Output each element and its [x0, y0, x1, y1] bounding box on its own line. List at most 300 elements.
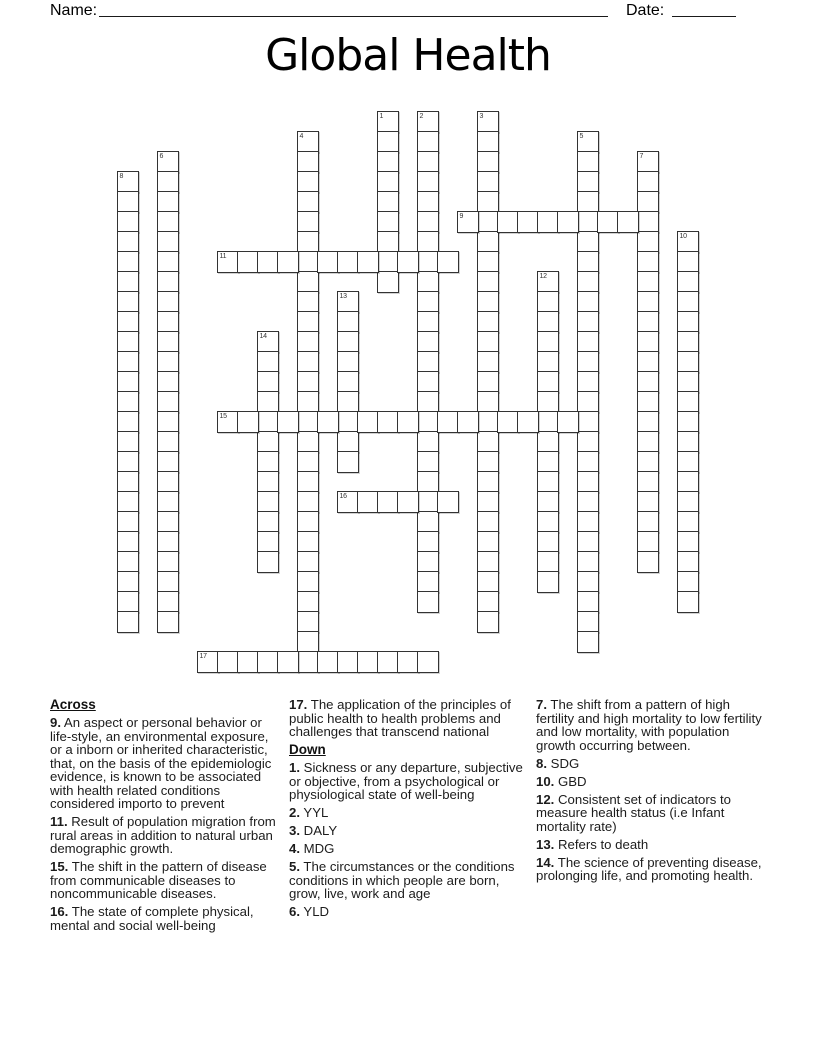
- grid-cell[interactable]: [477, 551, 499, 573]
- grid-cell[interactable]: [677, 431, 699, 453]
- grid-cell[interactable]: [477, 191, 499, 213]
- grid-cell[interactable]: [157, 431, 179, 453]
- grid-cell[interactable]: [377, 271, 399, 293]
- grid-cell[interactable]: [237, 411, 259, 433]
- grid-cell[interactable]: [677, 251, 699, 273]
- grid-cell[interactable]: [297, 411, 319, 433]
- grid-cell[interactable]: [577, 211, 599, 233]
- grid-cell[interactable]: [297, 611, 319, 633]
- grid-cell[interactable]: [477, 391, 499, 413]
- grid-cell[interactable]: [357, 411, 379, 433]
- grid-cell[interactable]: [417, 451, 439, 473]
- grid-cell[interactable]: [297, 271, 319, 293]
- grid-cell[interactable]: [477, 571, 499, 593]
- grid-cell[interactable]: [157, 331, 179, 353]
- grid-cell[interactable]: [117, 251, 139, 273]
- grid-cell[interactable]: [637, 311, 659, 333]
- grid-cell[interactable]: [117, 371, 139, 393]
- grid-cell[interactable]: [297, 451, 319, 473]
- grid-cell[interactable]: [577, 611, 599, 633]
- grid-cell[interactable]: [577, 571, 599, 593]
- date-label: Date:: [626, 2, 665, 19]
- grid-cell[interactable]: [637, 491, 659, 513]
- grid-cell[interactable]: [677, 371, 699, 393]
- grid-cell[interactable]: [577, 191, 599, 213]
- grid-cell[interactable]: [477, 251, 499, 273]
- grid-cell[interactable]: [157, 551, 179, 573]
- grid-cell[interactable]: [357, 491, 379, 513]
- grid-cell[interactable]: [157, 231, 179, 253]
- grid-cell[interactable]: [577, 291, 599, 313]
- grid-cell[interactable]: [577, 251, 599, 273]
- grid-cell[interactable]: [677, 471, 699, 493]
- grid-cell[interactable]: [477, 271, 499, 293]
- grid-cell[interactable]: [157, 191, 179, 213]
- clue-number-label: 13: [339, 292, 347, 300]
- grid-cell[interactable]: [637, 291, 659, 313]
- grid-cell[interactable]: [437, 411, 459, 433]
- grid-cell[interactable]: [417, 511, 439, 533]
- grid-cell[interactable]: [537, 431, 559, 453]
- grid-cell[interactable]: [377, 411, 399, 433]
- grid-cell[interactable]: [417, 591, 439, 613]
- grid-cell[interactable]: [577, 511, 599, 533]
- grid-cell[interactable]: [357, 651, 379, 673]
- grid-cell[interactable]: [157, 591, 179, 613]
- clue-number-label: 9: [459, 212, 464, 220]
- grid-cell[interactable]: [117, 191, 139, 213]
- grid-cell[interactable]: [297, 571, 319, 593]
- grid-cell[interactable]: [477, 411, 499, 433]
- grid-cell[interactable]: [637, 391, 659, 413]
- grid-cell[interactable]: [477, 491, 499, 513]
- grid-cell[interactable]: [117, 591, 139, 613]
- grid-cell[interactable]: [117, 491, 139, 513]
- grid-cell[interactable]: [437, 491, 459, 513]
- grid-cell[interactable]: [297, 351, 319, 373]
- grid-cell[interactable]: [117, 531, 139, 553]
- clue-number-label: 10: [679, 232, 687, 240]
- grid-cell[interactable]: [297, 431, 319, 453]
- grid-cell[interactable]: [637, 371, 659, 393]
- grid-cell[interactable]: [477, 231, 499, 253]
- grid-cell[interactable]: [537, 351, 559, 373]
- clue-number: 8.: [536, 755, 547, 771]
- grid-cell[interactable]: [257, 371, 279, 393]
- grid-cell[interactable]: [117, 391, 139, 413]
- grid-cell[interactable]: [297, 511, 319, 533]
- grid-cell[interactable]: [477, 131, 499, 153]
- grid-cell[interactable]: [257, 511, 279, 533]
- grid-cell[interactable]: [117, 311, 139, 333]
- grid-cell[interactable]: [337, 391, 359, 413]
- grid-cell[interactable]: [417, 531, 439, 553]
- grid-cell[interactable]: [417, 371, 439, 393]
- grid-cell[interactable]: [157, 611, 179, 633]
- grid-cell[interactable]: [257, 351, 279, 373]
- grid-cell[interactable]: [157, 511, 179, 533]
- grid-cell[interactable]: [377, 651, 399, 673]
- grid-cell[interactable]: [637, 451, 659, 473]
- grid-cell[interactable]: [577, 151, 599, 173]
- clue-12: 12. Consistent set of indicators to measure health status (i.e Infant mortality rate): [536, 791, 731, 834]
- grid-cell[interactable]: [297, 631, 319, 653]
- grid-cell[interactable]: [417, 151, 439, 173]
- grid-cell[interactable]: [337, 451, 359, 473]
- grid-cell[interactable]: [117, 471, 139, 493]
- grid-cell[interactable]: [537, 331, 559, 353]
- grid-cell[interactable]: [537, 451, 559, 473]
- grid-cell[interactable]: [637, 431, 659, 453]
- grid-cell[interactable]: [157, 211, 179, 233]
- grid-cell[interactable]: [577, 271, 599, 293]
- grid-cell[interactable]: [297, 291, 319, 313]
- grid-cell[interactable]: [477, 311, 499, 333]
- grid-cell[interactable]: [637, 251, 659, 273]
- grid-cell[interactable]: [197, 651, 219, 673]
- grid-cell[interactable]: [637, 351, 659, 373]
- grid-cell[interactable]: [537, 491, 559, 513]
- grid-cell[interactable]: [577, 631, 599, 653]
- grid-cell[interactable]: [637, 171, 659, 193]
- grid-cell[interactable]: [377, 231, 399, 253]
- grid-cell[interactable]: [237, 251, 259, 273]
- grid-cell[interactable]: [257, 471, 279, 493]
- grid-cell[interactable]: [257, 391, 279, 413]
- grid-cell[interactable]: [257, 331, 279, 353]
- grid-cell[interactable]: [297, 251, 319, 273]
- grid-cell[interactable]: [297, 331, 319, 353]
- grid-cell[interactable]: [577, 551, 599, 573]
- grid-cell[interactable]: [317, 411, 339, 433]
- grid-cell[interactable]: [637, 411, 659, 433]
- grid-cell[interactable]: [417, 551, 439, 573]
- grid-cell[interactable]: [217, 411, 239, 433]
- grid-cell[interactable]: [157, 451, 179, 473]
- grid-cell[interactable]: [417, 111, 439, 133]
- grid-cell[interactable]: [417, 491, 439, 513]
- grid-cell[interactable]: [257, 411, 279, 433]
- grid-cell[interactable]: [377, 211, 399, 233]
- grid-cell[interactable]: [157, 571, 179, 593]
- grid-cell[interactable]: [297, 151, 319, 173]
- grid-cell[interactable]: [477, 171, 499, 193]
- grid-cell[interactable]: [677, 411, 699, 433]
- grid-cell[interactable]: [517, 411, 539, 433]
- grid-cell[interactable]: [477, 351, 499, 373]
- grid-cell[interactable]: [537, 371, 559, 393]
- grid-cell[interactable]: [257, 251, 279, 273]
- grid-cell[interactable]: [637, 231, 659, 253]
- grid-cell[interactable]: [257, 531, 279, 553]
- grid-cell[interactable]: [417, 571, 439, 593]
- grid-cell[interactable]: [417, 331, 439, 353]
- grid-cell[interactable]: [397, 251, 419, 273]
- grid-cell[interactable]: [277, 411, 299, 433]
- grid-cell[interactable]: [297, 591, 319, 613]
- grid-cell[interactable]: [637, 331, 659, 353]
- grid-cell[interactable]: [477, 471, 499, 493]
- grid-cell[interactable]: [537, 471, 559, 493]
- grid-cell[interactable]: [677, 451, 699, 473]
- grid-cell[interactable]: [157, 491, 179, 513]
- grid-cell[interactable]: [297, 231, 319, 253]
- grid-cell[interactable]: [257, 551, 279, 573]
- grid-cell[interactable]: [397, 651, 419, 673]
- grid-cell[interactable]: [297, 311, 319, 333]
- grid-cell[interactable]: [417, 171, 439, 193]
- grid-cell[interactable]: [357, 251, 379, 273]
- grid-cell[interactable]: [157, 151, 179, 173]
- grid-cell[interactable]: [377, 191, 399, 213]
- grid-cell[interactable]: [297, 491, 319, 513]
- grid-cell[interactable]: [117, 271, 139, 293]
- grid-cell[interactable]: [597, 211, 619, 233]
- grid-cell[interactable]: [317, 251, 339, 273]
- grid-cell[interactable]: [677, 291, 699, 313]
- grid-cell[interactable]: [337, 411, 359, 433]
- grid-cell[interactable]: [417, 311, 439, 333]
- grid-cell[interactable]: [417, 191, 439, 213]
- grid-cell[interactable]: [297, 191, 319, 213]
- clue-number-label: 2: [419, 112, 424, 120]
- grid-cell[interactable]: [157, 531, 179, 553]
- grid-cell[interactable]: [397, 411, 419, 433]
- grid-cell[interactable]: [277, 651, 299, 673]
- grid-cell[interactable]: [117, 211, 139, 233]
- grid-cell[interactable]: [217, 251, 239, 273]
- grid-cell[interactable]: [497, 211, 519, 233]
- grid-cell[interactable]: [437, 251, 459, 273]
- grid-cell[interactable]: [537, 411, 559, 433]
- grid-cell[interactable]: [117, 411, 139, 433]
- clue-number: 12.: [536, 791, 555, 807]
- grid-cell[interactable]: [337, 291, 359, 313]
- grid-cell[interactable]: [157, 311, 179, 333]
- grid-cell[interactable]: [257, 451, 279, 473]
- grid-cell[interactable]: [297, 531, 319, 553]
- grid-cell[interactable]: [217, 651, 239, 673]
- grid-cell[interactable]: [117, 431, 139, 453]
- grid-cell[interactable]: [117, 611, 139, 633]
- grid-cell[interactable]: [297, 471, 319, 493]
- grid-cell[interactable]: [577, 491, 599, 513]
- grid-cell[interactable]: [377, 251, 399, 273]
- grid-cell[interactable]: [477, 611, 499, 633]
- grid-cell[interactable]: [537, 571, 559, 593]
- grid-cell[interactable]: [297, 551, 319, 573]
- grid-cell[interactable]: [337, 491, 359, 513]
- grid-cell[interactable]: [377, 111, 399, 133]
- clue-number-label: 6: [159, 152, 164, 160]
- grid-cell[interactable]: [377, 131, 399, 153]
- grid-cell[interactable]: [477, 211, 499, 233]
- grid-cell[interactable]: [417, 231, 439, 253]
- grid-cell[interactable]: [477, 371, 499, 393]
- grid-cell[interactable]: [637, 271, 659, 293]
- grid-cell[interactable]: [417, 471, 439, 493]
- grid-cell[interactable]: [337, 351, 359, 373]
- grid-cell[interactable]: [637, 531, 659, 553]
- grid-cell[interactable]: [577, 331, 599, 353]
- grid-cell[interactable]: [577, 371, 599, 393]
- grid-cell[interactable]: [337, 251, 359, 273]
- grid-cell[interactable]: [537, 551, 559, 573]
- grid-cell[interactable]: [417, 291, 439, 313]
- grid-cell[interactable]: [577, 131, 599, 153]
- grid-cell[interactable]: [397, 491, 419, 513]
- grid-cell[interactable]: [157, 251, 179, 273]
- grid-cell[interactable]: [257, 651, 279, 673]
- clue-number-label: 14: [259, 332, 267, 340]
- grid-cell[interactable]: [537, 271, 559, 293]
- grid-cell[interactable]: [537, 291, 559, 313]
- grid-cell[interactable]: [677, 391, 699, 413]
- grid-cell[interactable]: [297, 131, 319, 153]
- grid-cell[interactable]: [117, 571, 139, 593]
- clue-number: 11.: [50, 814, 68, 829]
- grid-cell[interactable]: [537, 211, 559, 233]
- grid-cell[interactable]: [297, 651, 319, 673]
- grid-cell[interactable]: [157, 391, 179, 413]
- grid-cell[interactable]: [377, 151, 399, 173]
- grid-cell[interactable]: [677, 571, 699, 593]
- grid-cell[interactable]: [537, 511, 559, 533]
- grid-cell[interactable]: [637, 471, 659, 493]
- grid-cell[interactable]: [477, 451, 499, 473]
- grid-cell[interactable]: [677, 271, 699, 293]
- grid-cell[interactable]: [577, 351, 599, 373]
- grid-cell[interactable]: [677, 351, 699, 373]
- grid-cell[interactable]: [317, 651, 339, 673]
- grid-cell[interactable]: [537, 311, 559, 333]
- grid-cell[interactable]: [297, 371, 319, 393]
- clue-11: 11. Result of population migration from rural areas in addition to natural urban demographic growth.: [50, 814, 276, 856]
- grid-cell[interactable]: [157, 411, 179, 433]
- grid-cell[interactable]: [637, 511, 659, 533]
- grid-cell[interactable]: [297, 391, 319, 413]
- clue-number-label: 17: [199, 652, 207, 660]
- grid-cell[interactable]: [377, 171, 399, 193]
- grid-cell[interactable]: [497, 411, 519, 433]
- grid-cell[interactable]: [677, 231, 699, 253]
- grid-cell[interactable]: [637, 151, 659, 173]
- across-clues-header: Across: [50, 697, 96, 712]
- clue-number: 4.: [289, 841, 300, 856]
- grid-cell[interactable]: [417, 351, 439, 373]
- grid-cell[interactable]: [337, 371, 359, 393]
- grid-cell[interactable]: [417, 391, 439, 413]
- grid-cell[interactable]: [117, 511, 139, 533]
- grid-cell[interactable]: [157, 371, 179, 393]
- grid-cell[interactable]: [157, 471, 179, 493]
- grid-cell[interactable]: [457, 211, 479, 233]
- grid-cell[interactable]: [577, 451, 599, 473]
- grid-cell[interactable]: [417, 431, 439, 453]
- grid-cell[interactable]: [417, 211, 439, 233]
- grid-cell[interactable]: [417, 411, 439, 433]
- grid-cell[interactable]: [117, 351, 139, 373]
- grid-cell[interactable]: [477, 331, 499, 353]
- grid-cell[interactable]: [457, 411, 479, 433]
- grid-cell[interactable]: [157, 351, 179, 373]
- grid-cell[interactable]: [417, 651, 439, 673]
- grid-cell[interactable]: [157, 271, 179, 293]
- grid-cell[interactable]: [537, 391, 559, 413]
- grid-cell[interactable]: [417, 271, 439, 293]
- grid-cell[interactable]: [677, 511, 699, 533]
- grid-cell[interactable]: [677, 551, 699, 573]
- grid-cell[interactable]: [577, 391, 599, 413]
- grid-cell[interactable]: [257, 431, 279, 453]
- clue-number-label: 3: [479, 112, 484, 120]
- grid-cell[interactable]: [237, 651, 259, 673]
- grid-cell[interactable]: [577, 591, 599, 613]
- grid-cell[interactable]: [517, 211, 539, 233]
- grid-cell[interactable]: [677, 331, 699, 353]
- grid-cell[interactable]: [477, 431, 499, 453]
- grid-cell[interactable]: [297, 211, 319, 233]
- grid-cell[interactable]: [477, 511, 499, 533]
- grid-cell[interactable]: [257, 491, 279, 513]
- grid-cell[interactable]: [677, 311, 699, 333]
- grid-cell[interactable]: [577, 411, 599, 433]
- clue-17: 17. The application of the principles of public health to health problems and challenges that transcend national: [289, 697, 511, 739]
- grid-cell[interactable]: [637, 211, 659, 233]
- grid-cell[interactable]: [117, 231, 139, 253]
- grid-cell[interactable]: [577, 531, 599, 553]
- grid-cell[interactable]: [577, 171, 599, 193]
- grid-cell[interactable]: [337, 651, 359, 673]
- grid-cell[interactable]: [297, 171, 319, 193]
- grid-cell[interactable]: [637, 551, 659, 573]
- grid-cell[interactable]: [117, 171, 139, 193]
- grid-cell[interactable]: [477, 531, 499, 553]
- grid-cell[interactable]: [557, 411, 579, 433]
- grid-cell[interactable]: [637, 191, 659, 213]
- grid-cell[interactable]: [617, 211, 639, 233]
- grid-cell[interactable]: [677, 531, 699, 553]
- name-label: Name:: [50, 2, 98, 19]
- grid-cell[interactable]: [477, 111, 499, 133]
- grid-cell[interactable]: [117, 451, 139, 473]
- grid-cell[interactable]: [677, 591, 699, 613]
- grid-cell[interactable]: [117, 551, 139, 573]
- grid-cell[interactable]: [417, 131, 439, 153]
- grid-cell[interactable]: [337, 331, 359, 353]
- grid-cell[interactable]: [117, 291, 139, 313]
- clue-number: 13.: [536, 836, 555, 852]
- grid-cell[interactable]: [557, 211, 579, 233]
- grid-cell[interactable]: [277, 251, 299, 273]
- grid-cell[interactable]: [157, 171, 179, 193]
- grid-cell[interactable]: [377, 491, 399, 513]
- grid-cell[interactable]: [157, 291, 179, 313]
- grid-cell[interactable]: [477, 591, 499, 613]
- grid-cell[interactable]: [577, 471, 599, 493]
- grid-cell[interactable]: [337, 431, 359, 453]
- grid-cell[interactable]: [417, 251, 439, 273]
- grid-cell[interactable]: [477, 291, 499, 313]
- grid-cell[interactable]: [537, 531, 559, 553]
- grid-cell[interactable]: [577, 231, 599, 253]
- grid-cell[interactable]: [337, 311, 359, 333]
- grid-cell[interactable]: [577, 311, 599, 333]
- grid-cell[interactable]: [577, 431, 599, 453]
- grid-cell[interactable]: [677, 491, 699, 513]
- grid-cell[interactable]: [477, 151, 499, 173]
- grid-cell[interactable]: [117, 331, 139, 353]
